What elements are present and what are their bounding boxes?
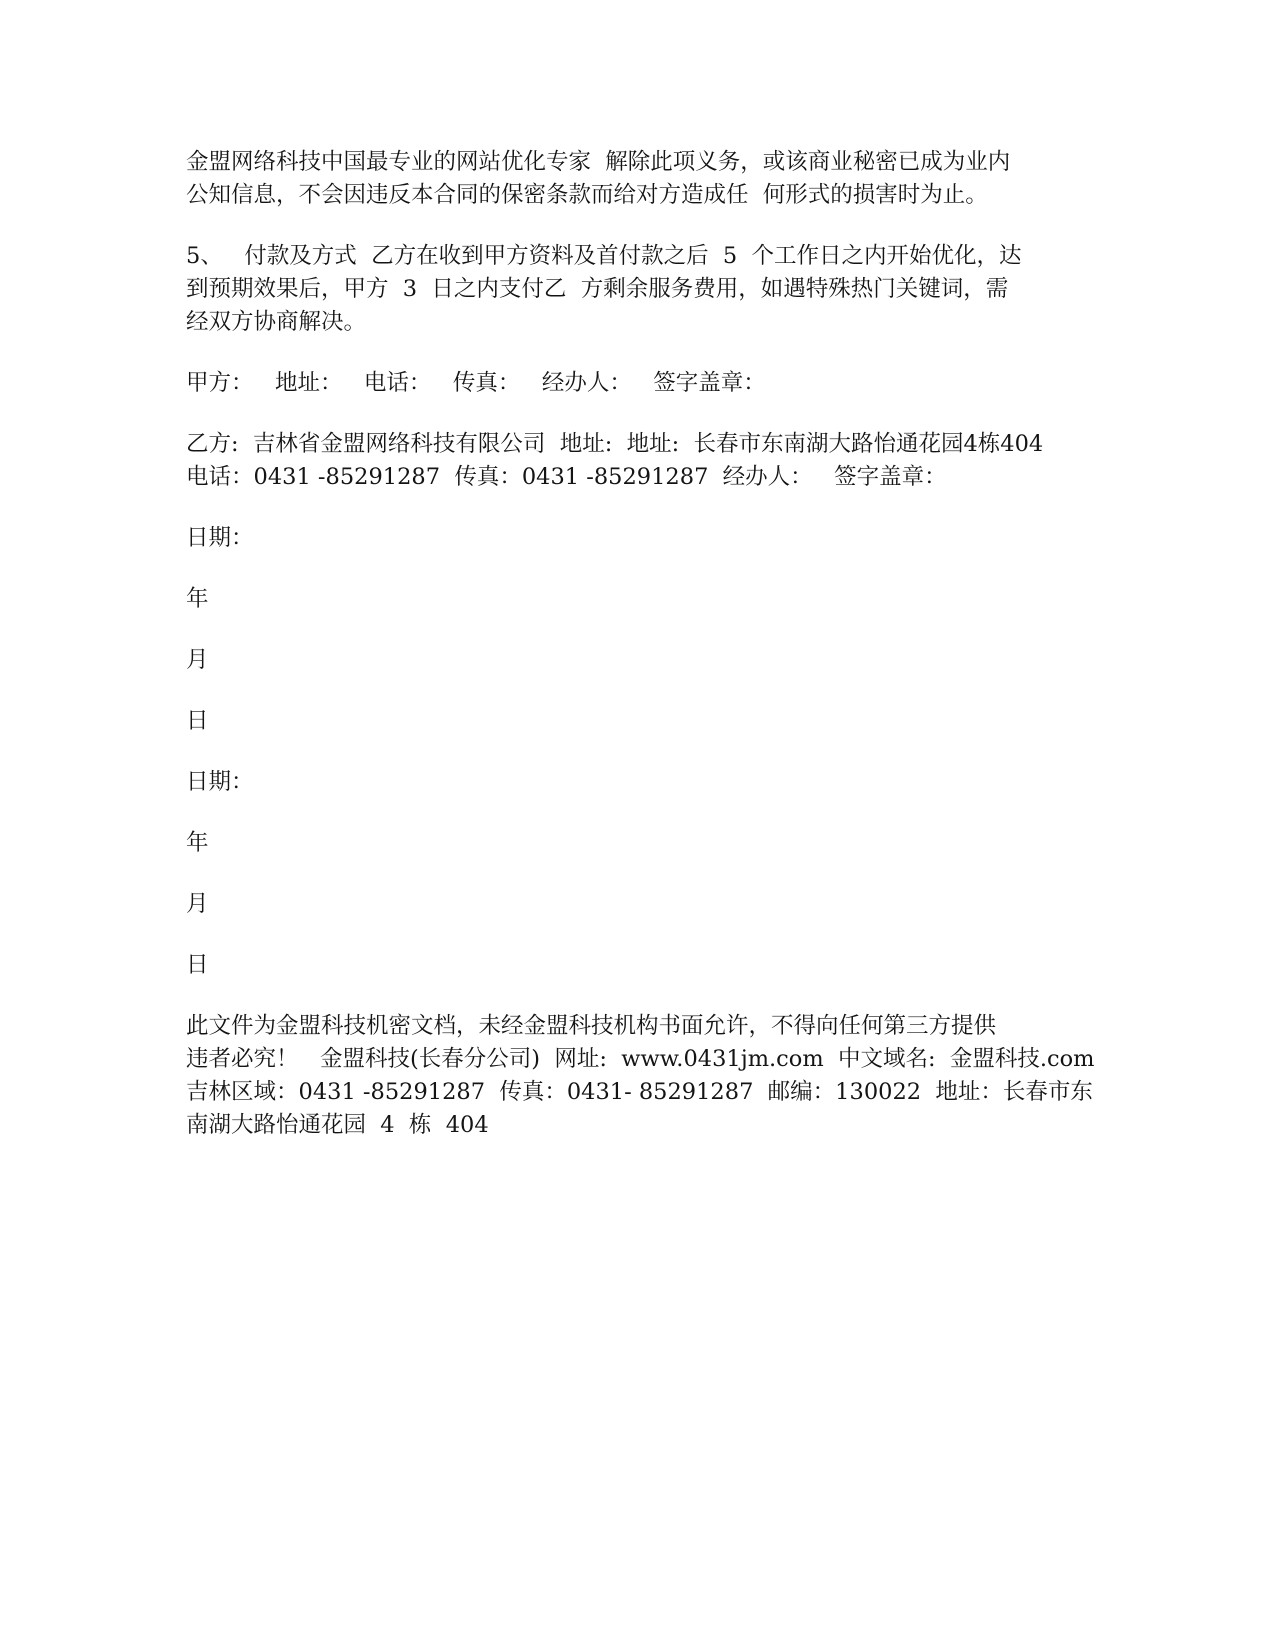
text-line: 此文件为金盟科技机密文档，未经金盟科技机构书面允许，不得向任何第三方提供 bbox=[186, 1013, 997, 1039]
text-line: 金盟网络科技中国最专业的网站优化专家 解除此项义务，或该商业秘密已成为业内 bbox=[186, 149, 1011, 175]
text-line: 公知信息，不会因违反本合同的保密条款而给对方造成任 何形式的损害时为止。 bbox=[186, 182, 988, 208]
text-line: 乙方: 吉林省金盟网络科技有限公司 地址: 地址: 长春市东南湖大路怡通花园4栋404 bbox=[186, 431, 1044, 457]
party-b-info bbox=[186, 428, 1106, 494]
text-line: 违者必究！ 金盟科技(长春分公司) 网址: www.0431jm.com 中文域名: 金盟科技.com bbox=[186, 1046, 1095, 1072]
date-month: 月 bbox=[186, 891, 209, 917]
date-day: 日 bbox=[186, 708, 209, 734]
date-year: 年 bbox=[186, 830, 209, 856]
text-line: 5、 付款及方式 乙方在收到甲方资料及首付款之后 5 个工作日之内开始优化，达 bbox=[186, 243, 1022, 269]
date-day: 日 bbox=[186, 952, 209, 978]
date-label: 日期： bbox=[186, 769, 254, 795]
payment-paragraph bbox=[186, 240, 1106, 339]
text-line: 经双方协商解决。 bbox=[186, 309, 367, 335]
date-year: 年 bbox=[186, 586, 209, 612]
confidentiality-paragraph bbox=[186, 146, 1106, 212]
text-line: 甲方： 地址： 电话： 传真： 经办人： 签字盖章： bbox=[186, 370, 766, 396]
footer-notice bbox=[186, 1010, 1106, 1142]
date-label: 日期： bbox=[186, 525, 254, 551]
date-month: 月 bbox=[186, 647, 209, 673]
text-line: 到预期效果后，甲方 3 日之内支付乙 方剩余服务费用，如遇特殊热门关键词，需 bbox=[186, 276, 1009, 302]
text-line: 电话：0431 -85291287 传真：0431 -85291287 经办人： 签字盖章： bbox=[186, 464, 947, 490]
party-a-info bbox=[186, 367, 1106, 400]
document-body bbox=[186, 146, 1106, 1170]
text-line: 南湖大路怡通花园 4 栋 404 bbox=[186, 1112, 489, 1138]
text-line: 吉林区域：0431 -85291287 传真：0431- 85291287 邮编：130022 地址：长春市东 bbox=[186, 1079, 1093, 1105]
